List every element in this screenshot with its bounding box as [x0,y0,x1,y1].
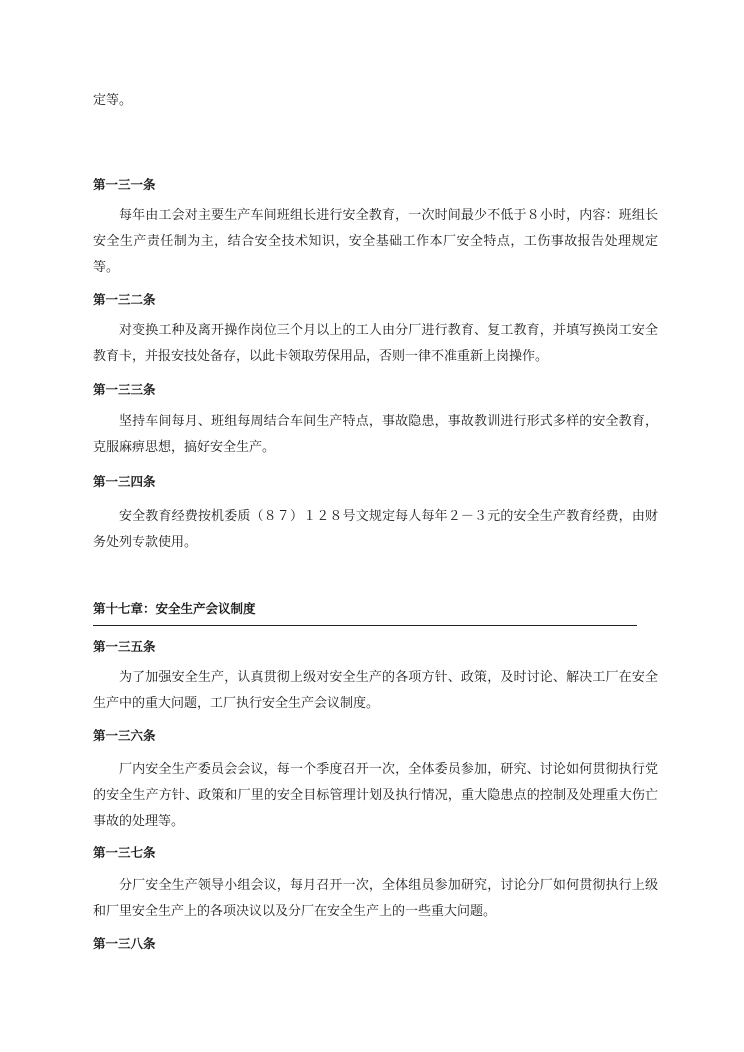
article-135-heading: 第一三五条 [93,639,156,654]
article-131-body: 每年由工会对主要生产车间班组长进行安全教育，一次时间最少不低于８小时，内容：班组长安全生产责任制为主，结合安全技术知识，安全基础工作本厂安全特点，工伤事故报告处理规定等。 [93,208,658,275]
chapter-divider [93,625,637,626]
article-136-heading: 第一三六条 [93,728,156,743]
article-135-body: 为了加强安全生产，认真贯彻上级对安全生产的各项方针、政策，及时讨论、解决工厂在安全生产中的重大问题，工厂执行安全生产会议制度。 [93,670,658,711]
article-133-body: 坚持车间每月、班组每周结合车间生产特点，事故隐患，事故教训进行形式多样的安全教育，克服麻痹思想，搞好安全生产。 [93,414,658,455]
article-134-body: 安全教育经费按机委质（８７）１２８号文规定每人每年２－３元的安全生产教育经费，由财务处列专款使用。 [93,509,658,550]
article-138-heading: 第一三八条 [93,936,156,951]
article-132-heading: 第一三二条 [93,292,156,307]
article-133-heading: 第一三三条 [93,382,156,397]
chapter-17-title: 第十七章：安全生产会议制度 [93,601,256,616]
article-134-heading: 第一三四条 [93,474,156,489]
article-136-body: 厂内安全生产委员会会议，每一个季度召开一次，全体委员参加，研究、讨论如何贯彻执行党的安全生产方针、政策和厂里的安全目标管理计划及执行情况，重大隐患点的控制及处理重大伤亡事故的处理等。 [93,762,658,829]
article-132-body: 对变换工种及离开操作岗位三个月以上的工人由分厂进行教育、复工教育，并填写换岗工安全教育卡，并报安技处备存，以此卡领取劳保用品，否则一律不准重新上岗操作。 [93,323,658,364]
article-137-body: 分厂安全生产领导小组会议，每月召开一次，全体组员参加研究，讨论分厂如何贯彻执行上级和厂里安全生产上的各项决议以及分厂在安全生产上的一些重大问题。 [93,878,658,919]
lead-text: 定等。 [93,93,133,108]
article-131-heading: 第一三一条 [93,177,156,192]
article-137-heading: 第一三七条 [93,845,156,860]
